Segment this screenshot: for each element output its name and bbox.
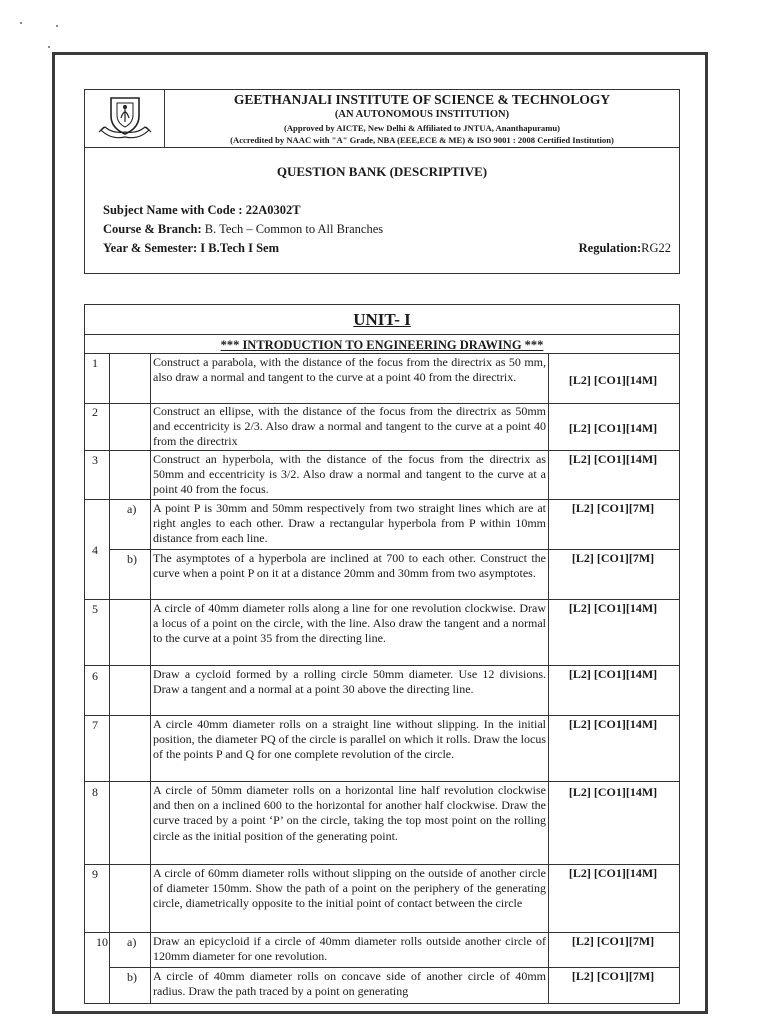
row-divider [109,549,679,550]
question-text: Construct a parabola, with the distance of the focus from the directrix as 50 mm, also draw a normal and tangent to the curve at a point 40 from the directrix. [153,355,546,385]
question-text: Construct an hyperbola, with the distance of the focus from the directrix as 50mm and eccentricity is 3/2. Also draw a normal and tangent to the curve at a point 40 from the focus. [153,452,546,497]
question-marks: [L2] [CO1][14M] [568,373,658,387]
header-divider [85,147,679,148]
question-number: 1 [92,356,98,370]
question-marks: [L2] [CO1][7M] [571,969,655,983]
question-marks: [L2] [CO1][7M] [571,934,655,948]
row-divider [85,715,679,716]
year-line [103,241,279,256]
unit-subtitle-divider [85,353,679,354]
question-number: 7 [92,718,98,732]
question-part: b) [127,970,137,984]
question-text: A circle of 40mm diameter rolls along a line for one revolution clockwise. Draw a locus of a point on the circle, with the line. Also draw the tangent and a normal to the curve at a point 35 from the directing line. [153,601,546,646]
question-text: A point P is 30mm and 50mm respectively from two straight lines which are at right angles to each other. Draw a rectangular hyperbola from P within 10mm distance from each line. [153,501,546,546]
question-number: 2 [92,405,98,419]
scan-speck [56,25,58,27]
question-marks: [L2] [CO1][14M] [568,452,658,466]
question-part: a) [127,935,137,949]
question-text: Draw an epicycloid if a circle of 40mm diameter rolls outside another circle of 120mm diameter for one revolution. [153,934,546,964]
question-part: b) [127,552,137,566]
unit-subtitle [85,338,679,353]
question-text: A circle of 50mm diameter rolls on a horizontal line half revolution clockwise and then on a inclined 600 to the horizontal for another half clockwise. Draw the curve traced by a point ‘P’ on the circle, taking the top most point on the rolling circle as the initial position of the generating point. [153,783,546,843]
course-line [103,222,383,237]
row-divider [85,781,679,782]
row-divider [85,665,679,666]
question-number: 4 [92,543,98,557]
question-number: 5 [92,602,98,616]
subject-code: 22A0302T [245,203,301,217]
question-text: A circle of 60mm diameter rolls without slipping on the outside of another circle of diameter 150mm. Show the path of a point on the periphery of the generating circle, diametrically opposite to the initial point of contact between the circle [153,866,546,911]
scan-speck [20,22,22,24]
question-marks: [L2] [CO1][14M] [568,601,658,615]
question-part: a) [127,502,137,516]
question-text: The asymptotes of a hyperbola are inclined at 700 to each other. Construct the curve when a point P on it at a distance 20mm and 30mm from two asymptotes. [153,551,546,581]
question-marks: [L2] [CO1][7M] [571,501,655,515]
course-label: Course & Branch: [103,222,205,236]
unit-title: UNIT- I [353,310,411,329]
course-value: B. Tech – Common to All Branches [204,222,384,236]
question-marks: [L2] [CO1][14M] [568,866,658,880]
header-box [84,89,680,274]
regulation-label: Regulation: [578,241,642,255]
institution-crest-icon [97,94,153,142]
institution-name: GEETHANJALI INSTITUTE OF SCIENCE & TECHNOLOGY [233,92,611,107]
question-text: Draw a cycloid formed by a rolling circle 50mm diameter. Use 12 divisions. Draw a tangent and a normal at a point 30 above the directing line. [153,667,546,697]
row-divider [85,499,679,500]
institution-accreditation: (Accredited by NAAC with "A" Grade, NBA (EEE,ECE & ME) & ISO 9001 : 2008 Certified Institution) [230,135,614,145]
row-divider [85,450,679,451]
question-text: Construct an ellipse, with the distance of the focus from the directrix as 50mm and eccentricity is 2/3. Also draw a normal and tangent to the curve at a point 40 from the directrix [153,404,546,449]
question-number: 10 [96,935,108,949]
subject-label: Subject Name with Code : [103,203,246,217]
question-marks: [L2] [CO1][7M] [571,551,655,565]
question-table [84,304,680,1004]
question-number: 9 [92,867,98,881]
question-marks: [L2] [CO1][14M] [568,717,658,731]
question-marks: [L2] [CO1][14M] [568,785,658,799]
subject-line [103,203,301,218]
row-divider [109,967,679,968]
row-divider [85,932,679,933]
unit-subtitle-prefix: *** [220,338,243,352]
regulation-value: RG22 [641,241,671,255]
row-divider [85,599,679,600]
question-number: 8 [92,785,98,799]
document-title: QUESTION BANK (DESCRIPTIVE) [276,164,488,179]
question-number: 3 [92,453,98,467]
question-number: 6 [92,669,98,683]
regulation-line [579,241,671,256]
year-semester: Year & Semester: I B.Tech I Sem [103,241,280,255]
question-text: A circle 40mm diameter rolls on a straight line without slipping. In the initial position, the diameter PQ of the circle is parallel on which it rolls. Draw the locus of the points P and Q for one complete revolution of the circle. [153,717,546,762]
logo-cell [85,90,165,147]
question-marks: [L2] [CO1][14M] [568,421,658,435]
unit-title-divider [85,334,679,335]
institution-subtitle: (AN AUTONOMOUS INSTITUTION) [334,109,510,120]
question-marks: [L2] [CO1][14M] [568,667,658,681]
unit-subtitle-text: INTRODUCTION TO ENGINEERING DRAWING [242,338,522,352]
row-divider [85,864,679,865]
unit-subtitle-suffix: *** [521,338,544,352]
institution-approval: (Approved by AICTE, New Delhi & Affiliated to JNTUA, Ananthapuramu) [283,123,561,133]
scan-speck [48,46,50,48]
question-text: A circle of 40mm diameter rolls on concave side of another circle of 40mm radius. Draw the path traced by a point on generating [153,969,546,999]
